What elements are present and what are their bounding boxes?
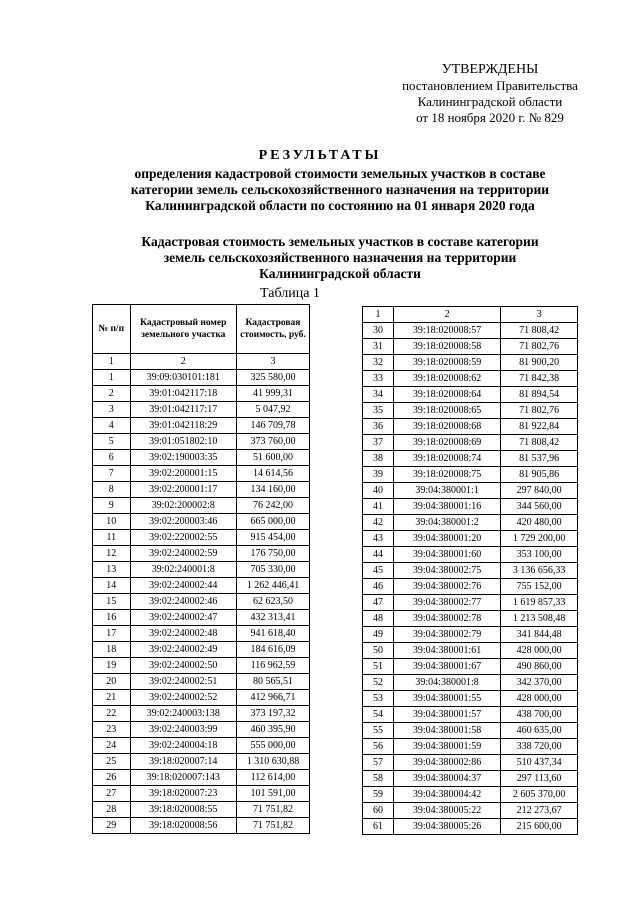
table-row [363,323,578,339]
table-row [93,530,310,546]
table-row [93,434,310,450]
row-number: 61 [363,819,394,835]
row-number: 37 [363,435,394,451]
subtitle-line: определения кадастровой стоимости земельных участков в составе [134,166,546,181]
table-row [363,339,578,355]
row-number: 48 [363,611,394,627]
heading-line: земель сельскохозяйственного назначения на территории [163,250,517,265]
row-number: 16 [93,610,131,626]
cadastral-value: 428 000,00 [501,691,578,707]
row-number: 45 [363,563,394,579]
row-number: 12 [93,546,131,562]
table-row [363,755,578,771]
header-cadastral-number: Кадастровый номер земельного участка [130,305,236,354]
cadastral-number: 39:04:380002:76 [394,579,501,595]
row-number: 29 [93,818,131,834]
table-row [363,515,578,531]
table-row [363,547,578,563]
cadastral-value: 184 616,09 [236,642,309,658]
row-number: 13 [93,562,131,578]
cadastral-number: 39:02:240003:99 [130,722,236,738]
row-number: 42 [363,515,394,531]
table-row [363,419,578,435]
cadastral-value: 81 894,54 [501,387,578,403]
heading-line: Кадастровая стоимость земельных участков в составе категории [141,234,539,249]
table-row [363,467,578,483]
cadastral-value: 665 000,00 [236,514,309,530]
cadastral-value: 81 900,20 [501,355,578,371]
cadastral-number: 39:02:240001:8 [130,562,236,578]
row-number: 17 [93,626,131,642]
cadastral-value: 112 614,00 [236,770,309,786]
row-number: 5 [93,434,131,450]
cadastral-value: 62 623,50 [236,594,309,610]
cadastral-number: 39:18:020008:59 [394,355,501,371]
row-number: 38 [363,451,394,467]
header-cadastral-value: Кадастровая стоимость, руб. [236,305,309,354]
cadastral-value: 51 600,00 [236,450,309,466]
cadastral-number: 39:18:020008:58 [394,339,501,355]
cadastral-number: 39:02:200003:46 [130,514,236,530]
row-number: 18 [93,642,131,658]
cadastral-value: 14 614,56 [236,466,309,482]
row-number: 51 [363,659,394,675]
table-row [363,675,578,691]
cadastral-number: 39:18:020008:75 [394,467,501,483]
cadastral-value: 116 962,59 [236,658,309,674]
table-row [93,658,310,674]
cadastral-number: 39:09:030101:181 [130,370,236,386]
cadastral-number: 39:02:200001:15 [130,466,236,482]
cadastral-value: 3 136 656,33 [501,563,578,579]
cadastral-value: 1 619 857,33 [501,595,578,611]
approved-label: УТВЕРЖДЕНЫ [441,62,539,77]
cadastral-number: 39:04:380001:20 [394,531,501,547]
cadastral-number: 39:04:380001:57 [394,707,501,723]
row-number: 11 [93,530,131,546]
cadastral-value: 81 905,86 [501,467,578,483]
table-row [363,627,578,643]
cadastral-number: 39:04:380005:22 [394,803,501,819]
table-row [363,563,578,579]
cadastral-number: 39:04:380002:75 [394,563,501,579]
cadastral-value: 325 580,00 [236,370,309,386]
cadastral-value: 81 537,96 [501,451,578,467]
table-row [363,435,578,451]
cadastral-value: 1 213 508,48 [501,611,578,627]
cadastral-number: 39:04:380002:78 [394,611,501,627]
section-heading [100,234,580,282]
cadastral-number: 39:02:240002:49 [130,642,236,658]
cadastral-number: 39:18:020008:56 [130,818,236,834]
cadastral-value: 297 113,60 [501,771,578,787]
cadastral-value: 353 100,00 [501,547,578,563]
document-title: РЕЗУЛЬТАТЫ [258,148,382,163]
cadastral-number: 39:18:020008:65 [394,403,501,419]
cadastral-value: 915 454,00 [236,530,309,546]
cadastral-value: 460 395,90 [236,722,309,738]
cadastral-value: 420 480,00 [501,515,578,531]
table-row [93,610,310,626]
table-row [93,642,310,658]
row-number: 34 [363,387,394,403]
cadastral-value: 428 000,00 [501,643,578,659]
cadastral-number: 39:18:020008:62 [394,371,501,387]
table-row [93,514,310,530]
row-number: 49 [363,627,394,643]
row-number: 8 [93,482,131,498]
cadastral-value: 71 751,82 [236,818,309,834]
row-number: 56 [363,739,394,755]
cadastral-value: 212 273,67 [501,803,578,819]
cadastral-value: 373 197,32 [236,706,309,722]
cadastral-number: 39:18:020008:69 [394,435,501,451]
cadastral-number: 39:04:380001:58 [394,723,501,739]
cadastral-number: 39:02:200002:8 [130,498,236,514]
row-number: 22 [93,706,131,722]
cadastral-number: 39:02:240004:18 [130,738,236,754]
cadastral-number: 39:18:020007:14 [130,754,236,770]
cadastral-value: 2 605 370,00 [501,787,578,803]
cadastral-number: 39:01:051802:10 [130,434,236,450]
cadastral-value: 71 808,42 [501,435,578,451]
row-number: 10 [93,514,131,530]
cadastral-number: 39:04:380001:2 [394,515,501,531]
cadastral-number: 39:02:190003:35 [130,450,236,466]
cadastral-value: 101 591,00 [236,786,309,802]
table-row [363,403,578,419]
cadastral-number: 39:04:380001:8 [394,675,501,691]
table-row [93,802,310,818]
cadastral-value: 460 635,00 [501,723,578,739]
table-row [363,371,578,387]
cadastral-value: 71 842,38 [501,371,578,387]
cadastral-value: 71 751,82 [236,802,309,818]
subtitle-line: категории земель сельскохозяйственного назначения на территории [130,182,550,197]
row-number: 58 [363,771,394,787]
row-number: 27 [93,786,131,802]
row-number: 26 [93,770,131,786]
column-number: 3 [236,354,309,370]
cadastral-number: 39:02:240002:52 [130,690,236,706]
column-number-row [363,307,578,323]
cadastral-number: 39:18:020008:68 [394,419,501,435]
cadastral-number: 39:04:380001:61 [394,643,501,659]
cadastral-value: 412 966,71 [236,690,309,706]
cadastral-value: 81 922,84 [501,419,578,435]
cadastral-value: 5 047,92 [236,402,309,418]
table-row [93,786,310,802]
cadastral-number: 39:18:020008:55 [130,802,236,818]
row-number: 39 [363,467,394,483]
row-number: 44 [363,547,394,563]
row-number: 52 [363,675,394,691]
row-number: 35 [363,403,394,419]
heading-line: Калининградской области [259,266,421,281]
cadastral-value: 555 000,00 [236,738,309,754]
approval-block [380,62,600,126]
cadastral-number: 39:01:042117:18 [130,386,236,402]
cadastral-value: 341 844,48 [501,627,578,643]
table-row [93,738,310,754]
row-number: 9 [93,498,131,514]
cadastral-value: 215 600,00 [501,819,578,835]
cadastral-value: 373 760,00 [236,434,309,450]
row-number: 21 [93,690,131,706]
cadastral-number: 39:01:042117:17 [130,402,236,418]
cadastral-number: 39:04:380001:55 [394,691,501,707]
table-row [93,578,310,594]
table-row [93,546,310,562]
cadastral-value: 71 802,76 [501,339,578,355]
row-number: 15 [93,594,131,610]
table-row [363,691,578,707]
cadastral-number: 39:04:380001:1 [394,483,501,499]
row-number: 28 [93,802,131,818]
row-number: 1 [93,370,131,386]
table-caption: Таблица 1 [260,286,320,301]
cadastral-value: 338 720,00 [501,739,578,755]
table-row [93,562,310,578]
table-row [93,450,310,466]
cadastral-number: 39:04:380004:37 [394,771,501,787]
cadastral-number: 39:18:020007:23 [130,786,236,802]
row-number: 4 [93,418,131,434]
table-row [363,611,578,627]
cadastral-number: 39:04:380002:77 [394,595,501,611]
cadastral-number: 39:04:380005:26 [394,819,501,835]
cadastral-value: 941 618,40 [236,626,309,642]
row-number: 7 [93,466,131,482]
table-row [93,418,310,434]
table-row [363,707,578,723]
cadastral-value: 297 840,00 [501,483,578,499]
row-number: 53 [363,691,394,707]
cadastral-value: 342 370,00 [501,675,578,691]
cadastral-number: 39:18:020008:64 [394,387,501,403]
table-row [363,803,578,819]
row-number: 40 [363,483,394,499]
column-number: 2 [130,354,236,370]
cadastral-value: 176 750,00 [236,546,309,562]
column-number-row [93,354,310,370]
cadastral-value: 490 860,00 [501,659,578,675]
row-number: 32 [363,355,394,371]
row-number: 20 [93,674,131,690]
row-number: 31 [363,339,394,355]
row-number: 55 [363,723,394,739]
row-number: 30 [363,323,394,339]
table-row [363,787,578,803]
table-row [93,754,310,770]
cadastral-value: 1 729 200,00 [501,531,578,547]
approved-date: от 18 ноября 2020 г. № 829 [416,110,564,125]
table-row [93,402,310,418]
header-number: № п/п [93,305,131,354]
cadastral-value: 438 700,00 [501,707,578,723]
cadastral-number: 39:04:380002:86 [394,755,501,771]
cadastral-value: 510 437,34 [501,755,578,771]
row-number: 6 [93,450,131,466]
cadastral-number: 39:01:042118:29 [130,418,236,434]
row-number: 23 [93,722,131,738]
row-number: 2 [93,386,131,402]
subtitle-line: Калининградской области по состоянию на 01 января 2020 года [145,198,535,213]
cadastral-value: 146 709,78 [236,418,309,434]
table-row [363,499,578,515]
table-header-row [93,305,310,354]
table-row [363,451,578,467]
cadastral-value: 80 565,51 [236,674,309,690]
cadastral-number: 39:02:200001:17 [130,482,236,498]
cadastral-number: 39:02:240002:46 [130,594,236,610]
row-number: 36 [363,419,394,435]
table-row [363,659,578,675]
cadastral-value: 432 313,41 [236,610,309,626]
row-number: 25 [93,754,131,770]
cadastral-number: 39:02:240003:138 [130,706,236,722]
cadastral-number: 39:18:020008:57 [394,323,501,339]
table-row [93,386,310,402]
row-number: 43 [363,531,394,547]
cadastral-number: 39:02:240002:51 [130,674,236,690]
cadastral-value: 1 310 630,88 [236,754,309,770]
cadastral-value: 755 152,00 [501,579,578,595]
table-row [363,579,578,595]
cadastral-value: 134 160,00 [236,482,309,498]
cadastral-number: 39:02:240002:47 [130,610,236,626]
row-number: 14 [93,578,131,594]
cadastral-table-right [362,306,578,835]
cadastral-number: 39:04:380001:16 [394,499,501,515]
cadastral-number: 39:04:380002:79 [394,627,501,643]
approved-authority: Калининградской области [417,94,563,109]
table-row [93,370,310,386]
table-row [363,595,578,611]
table-row [363,819,578,835]
row-number: 19 [93,658,131,674]
table-row [363,739,578,755]
table-row [363,387,578,403]
cadastral-number: 39:02:240002:59 [130,546,236,562]
table-row [93,626,310,642]
table-row [363,771,578,787]
row-number: 59 [363,787,394,803]
cadastral-table-left [92,304,310,834]
table-row [93,466,310,482]
row-number: 57 [363,755,394,771]
table-row [93,482,310,498]
cadastral-number: 39:02:240002:44 [130,578,236,594]
cadastral-number: 39:04:380001:67 [394,659,501,675]
row-number: 60 [363,803,394,819]
cadastral-number: 39:02:220002:55 [130,530,236,546]
cadastral-number: 39:02:240002:48 [130,626,236,642]
cadastral-number: 39:04:380004:42 [394,787,501,803]
row-number: 33 [363,371,394,387]
row-number: 46 [363,579,394,595]
column-number: 1 [363,307,394,323]
table-row [363,355,578,371]
row-number: 54 [363,707,394,723]
cadastral-number: 39:04:380001:59 [394,739,501,755]
table-row [93,706,310,722]
approved-by: постановлением Правительства [402,78,578,93]
cadastral-number: 39:04:380001:60 [394,547,501,563]
cadastral-number: 39:18:020008:74 [394,451,501,467]
column-number: 1 [93,354,131,370]
table-row [363,643,578,659]
cadastral-value: 76 242,00 [236,498,309,514]
row-number: 50 [363,643,394,659]
cadastral-value: 705 330,00 [236,562,309,578]
table-row [363,483,578,499]
cadastral-value: 41 999,31 [236,386,309,402]
table-row [93,690,310,706]
row-number: 24 [93,738,131,754]
column-number: 3 [501,307,578,323]
cadastral-value: 71 808,42 [501,323,578,339]
table-row [363,723,578,739]
row-number: 3 [93,402,131,418]
row-number: 47 [363,595,394,611]
cadastral-number: 39:02:240002:50 [130,658,236,674]
cadastral-value: 71 802,76 [501,403,578,419]
column-number: 2 [394,307,501,323]
table-row [363,531,578,547]
table-row [93,498,310,514]
table-row [93,818,310,834]
cadastral-number: 39:18:020007:143 [130,770,236,786]
table-row [93,722,310,738]
table-row [93,674,310,690]
cadastral-value: 344 560,00 [501,499,578,515]
table-row [93,594,310,610]
cadastral-value: 1 262 446,41 [236,578,309,594]
document-subtitle [100,166,580,214]
table-row [93,770,310,786]
row-number: 41 [363,499,394,515]
